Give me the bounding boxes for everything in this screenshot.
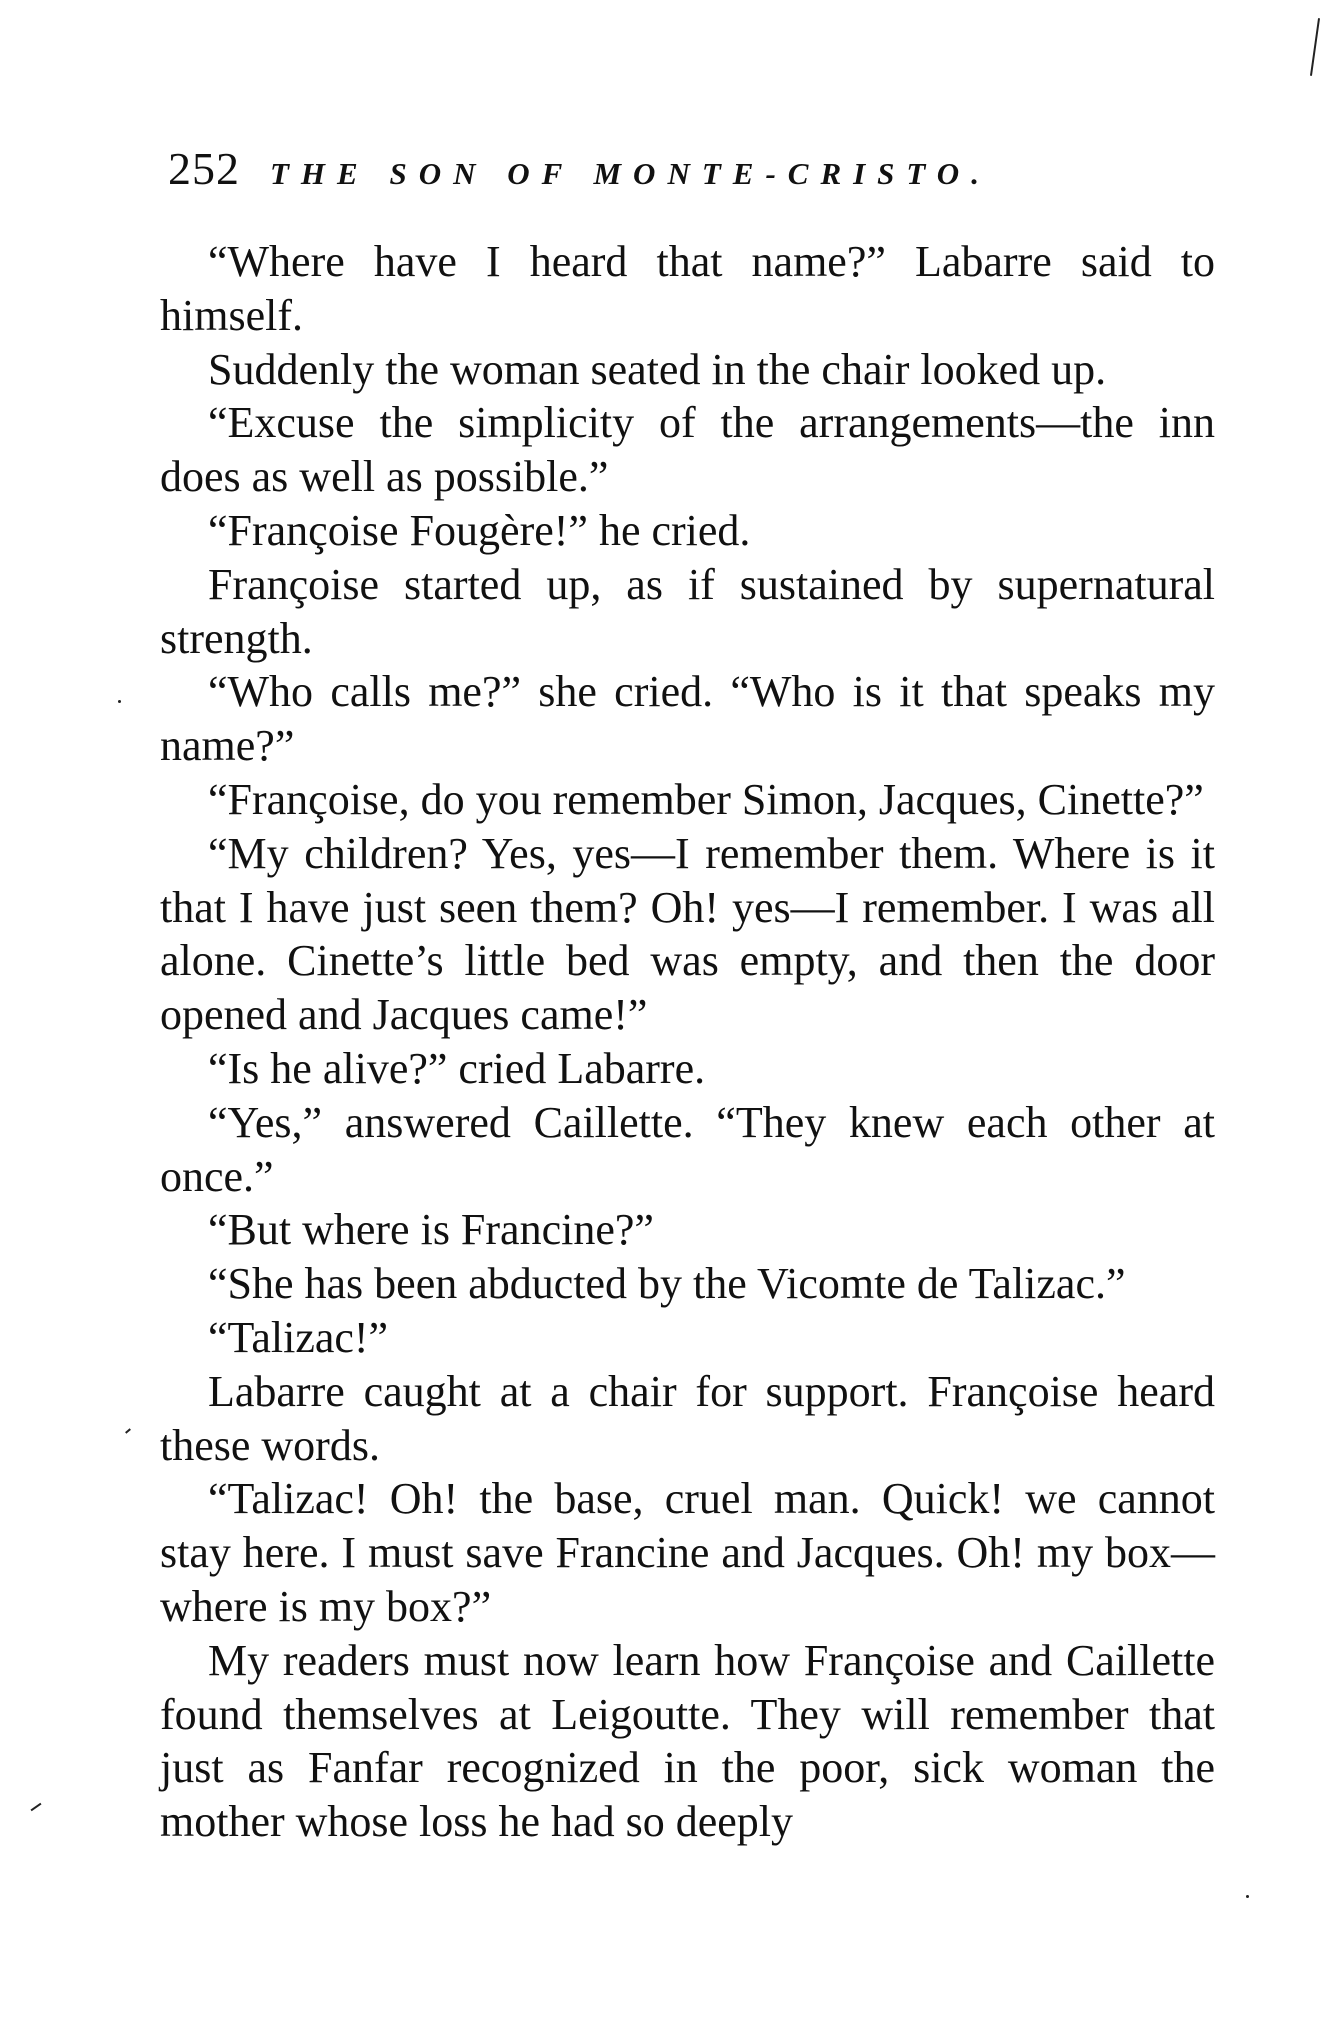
paragraph: “Françoise, do you remember Simon, Jacques, Cinette?” [208, 774, 1204, 824]
paragraph: “Who calls me?” she cried. “Who is it that speaks my name?” [160, 667, 1215, 771]
paragraph: “She has been abducted by the Vicomte de Talizac.” [208, 1259, 1126, 1309]
paragraph: Suddenly the woman seated in the chair looked up. [208, 344, 1107, 394]
scan-mark [125, 1428, 131, 1433]
page-number: 252 [168, 143, 240, 194]
paragraph: Labarre caught at a chair for support. Françoise heard these words. [160, 1366, 1215, 1470]
paragraph: “My children? Yes, yes—I remember them. Where is it that I have just seen them? Oh! yes—I remember. I was all alone. Cinette’s little bed was empty, and then the door opened and Jacques came!” [160, 828, 1215, 1040]
paragraph: “Françoise Fougère!” he cried. [208, 505, 751, 555]
paragraph: “Talizac! Oh! the base, cruel man. Quick! we cannot stay here. I must save Francine and Jacques. Oh! my box—where is my box?” [160, 1474, 1215, 1631]
paragraph: “Yes,” answered Caillette. “They knew each other at once.” [160, 1097, 1215, 1201]
scan-mark [118, 700, 121, 703]
paragraph: “Excuse the simplicity of the arrangements—the inn does as well as possible.” [160, 398, 1215, 502]
paragraph: “Talizac!” [208, 1312, 389, 1362]
scan-mark [1246, 1895, 1249, 1898]
scan-mark [1310, 18, 1320, 76]
paragraph: My readers must now learn how Françoise and Caillette found themselves at Leigoutte. They will remember that just as Fanfar recognized in the poor, sick woman the mother whose loss he had so deeply [160, 1635, 1215, 1847]
paragraph: Françoise started up, as if sustained by supernatural strength. [160, 559, 1215, 663]
paragraph: “But where is Francine?” [208, 1205, 654, 1255]
paragraph: “Is he alive?” cried Labarre. [208, 1043, 706, 1093]
page-header [168, 142, 1218, 202]
body-text [160, 235, 1215, 1849]
scan-mark [31, 1803, 42, 1812]
paragraph: “Where have I heard that name?” Labarre said to himself. [160, 237, 1215, 340]
running-title: THE SON OF MONTE-CRISTO. [270, 156, 991, 191]
